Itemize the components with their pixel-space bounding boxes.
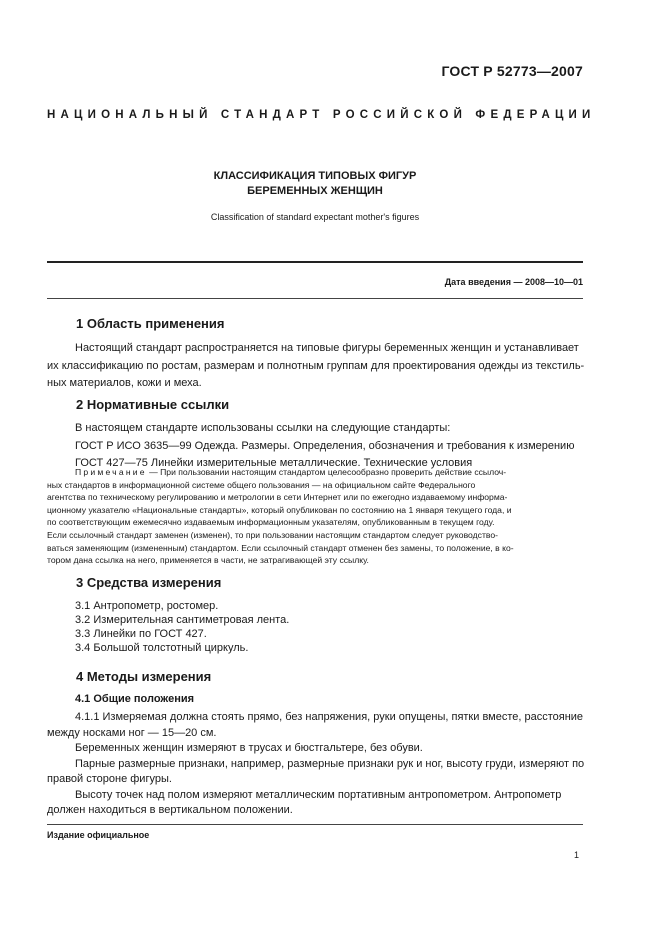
national-standard-banner: НАЦИОНАЛЬНЫЙ СТАНДАРТ РОССИЙСКОЙ ФЕДЕРАЦИИ — [47, 109, 596, 121]
list-item: 3.3 Линейки по ГОСТ 427. — [75, 628, 207, 640]
note-line: агентства по техническому регулированию и метрологии в сети Интернет или по ежегодно издаваемому информа- — [47, 492, 508, 503]
list-item: 3.1 Антропометр, ростомер. — [75, 600, 219, 612]
text-line: Парные размерные признаки, например, размерные признаки рук и ног, высоту груди, измеряют по — [75, 757, 585, 770]
text-line: Настоящий стандарт распространяется на типовые фигуры беременных женщин и устанавливает — [75, 342, 579, 354]
note-label: Примечание — [75, 467, 147, 477]
text-line: должен находиться в вертикальном положении. — [47, 804, 293, 816]
note-line: Если ссылочный стандарт заменен (изменен), то при пользовании настоящим стандартом следует руководство- — [47, 529, 498, 540]
section-2-body — [47, 420, 583, 473]
list-item: 3.4 Большой толстотный циркуль. — [75, 642, 249, 654]
text-line: между носками ног — 15—20 см. — [47, 726, 217, 739]
gost-code: ГОСТ Р 52773—2007 — [441, 63, 583, 79]
text-line: ных материалов, кожи и меха. — [47, 377, 202, 389]
text-line: Высоту точек над полом измеряют металлическим портативным антропометром. Антропометр — [75, 788, 562, 801]
text-line: Беременных женщин измеряют в трусах и бюстгальтере, без обуви. — [75, 742, 423, 754]
footer-divider — [47, 824, 583, 825]
section-1-body — [47, 340, 583, 393]
section-4-heading: 4 Методы измерения — [76, 669, 212, 684]
title-en: Classification of standard expectant mother's figures — [210, 212, 420, 222]
note-line: — При пользовании настоящим стандартом целесообразно проверить действие ссылоч- — [146, 467, 507, 477]
title-ru-line2: БЕРЕМЕННЫХ ЖЕНЩИН — [247, 185, 383, 197]
reference-gost-iso-3635: ГОСТ Р ИСО 3635—99 Одежда. Размеры. Определения, обозначения и требования к измерению — [75, 439, 575, 452]
note-block — [47, 466, 583, 567]
section-3-heading: 3 Средства измерения — [76, 575, 222, 590]
section-2-heading: 2 Нормативные ссылки — [76, 397, 230, 412]
subsection-4-1-heading: 4.1 Общие положения — [75, 693, 195, 705]
section-4-body — [47, 710, 583, 819]
note-line: тором дана ссылка на него, применяется в части, не затрагивающей эту ссылку. — [47, 555, 369, 566]
text-line: правой стороне фигуры. — [47, 773, 172, 785]
text-line: 4.1.1 Измеряемая должна стоять прямо, без напряжения, руки опущены, пятки вместе, расстояние — [75, 711, 584, 723]
reference-gost-427: ГОСТ 427—75 Линейки измерительные металлические. Технические условия — [75, 457, 473, 469]
list-item: 3.2 Измерительная сантиметровая лента. — [75, 614, 290, 626]
text-line: В настоящем стандарте использованы ссылки на следующие стандарты: — [75, 422, 451, 434]
note-line: по соответствующим ежемесячно издаваемым информационным указателям, опубликованным в текущем году. — [47, 517, 495, 528]
note-line: ных стандартов в информационной системе общего пользования — на официальном сайте Федерального — [47, 479, 476, 490]
text-line: их классификацию по ростам, размерам и полнотным группам для проектирования одежды из текстиль- — [47, 359, 585, 372]
divider-thick — [47, 261, 583, 263]
section-1-heading: 1 Область применения — [76, 316, 225, 331]
title-ru-line1: КЛАССИФИКАЦИЯ ТИПОВЫХ ФИГУР — [213, 170, 417, 182]
page-number: 1 — [573, 850, 579, 860]
note-line: ционному указателю «Национальные стандарты», который опубликован по состоянию на 1 января текущего года, и — [47, 504, 512, 515]
note-line: ваться заменяющим (измененным) стандартом. Если ссылочный стандарт отменен без замены, то положение, в ко- — [47, 542, 514, 553]
divider-thin — [47, 298, 583, 299]
intro-date: Дата введения — 2008—10—01 — [444, 277, 583, 287]
edition-label: Издание официальное — [47, 830, 150, 840]
